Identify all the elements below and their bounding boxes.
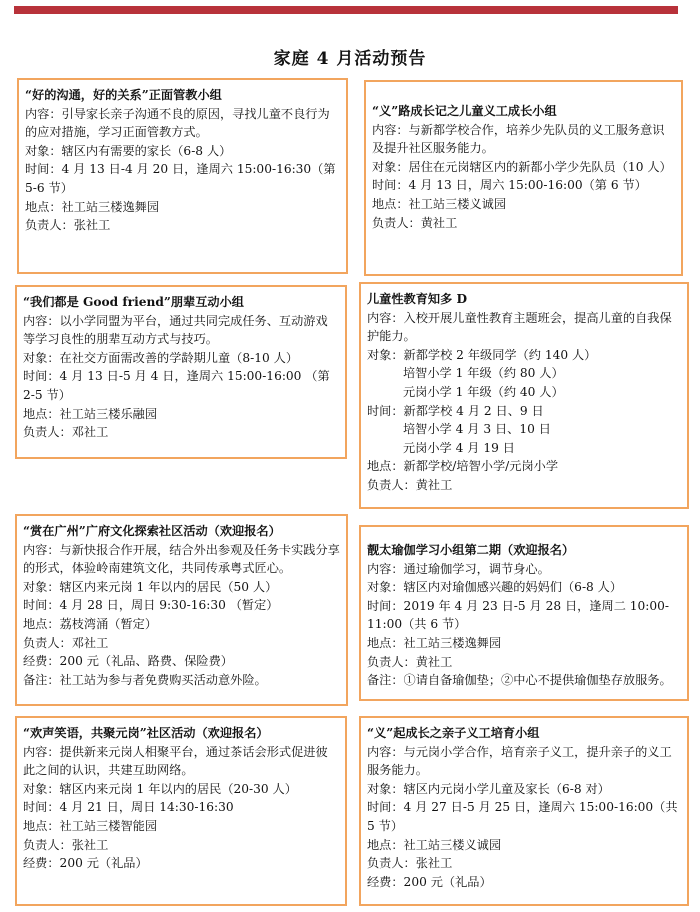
card-title: “好的沟通，好的关系”正面管教小组 <box>25 88 222 102</box>
card-line-content: 内容：提供新来元岗人相聚平台，通过茶话会形式促进彼此之间的认识，共建互助网络。 <box>23 744 328 778</box>
activity-card-peer-group <box>15 285 347 459</box>
card-line-budget: 经费：200 元（礼品） <box>367 874 492 889</box>
card-line-time: 时间：4 月 13 日，周六 15:00-16:00（第 6 节） <box>372 178 647 193</box>
card-line-target: 对象：居住在元岗辖区内的新都小学少先队员（10 人） <box>372 159 672 174</box>
card-line-location: 地点：社工站三楼义诚园 <box>372 196 507 211</box>
activity-card-parenting-group <box>17 78 348 274</box>
card-line-target-2: 培智小学 1 年级（约 80 人） <box>403 366 564 381</box>
card-line-location: 地点：社工站三楼义诚园 <box>367 837 502 852</box>
card-title: 儿童性教育知多 D <box>367 292 468 306</box>
card-line-owner: 负责人：黄社工 <box>367 477 453 492</box>
card-line-target: 对象：辖区内对瑜伽感兴趣的妈妈们（6-8 人） <box>367 580 623 595</box>
card-line-location: 地点：社工站三楼乐融园 <box>23 406 158 421</box>
card-line-time: 时间：4 月 13 日-4 月 20 日，逢周六 15:00-16:30（第 5-6 节） <box>25 162 336 195</box>
card-line-target: 对象：辖区内有需要的家长（6-8 人） <box>25 143 232 158</box>
card-line-content: 内容：与元岗小学合作，培育亲子义工，提升亲子的义工服务能力。 <box>367 744 672 778</box>
card-line-location: 地点：荔枝湾涌（暂定） <box>23 616 158 631</box>
card-line-time: 时间：4 月 21 日，周日 14:30-16:30 <box>23 800 234 815</box>
card-title: “义”路成长记之儿童义工成长小组 <box>372 104 557 118</box>
card-title: “赏在广州”广府文化探索社区活动（欢迎报名） <box>23 524 281 538</box>
card-line-content: 内容：入校开展儿童性教育主题班会，提高儿童的自我保护能力。 <box>367 310 672 344</box>
activity-card-child-volunteer-group <box>364 80 683 276</box>
card-line-budget: 经费：200 元（礼品、路费、保险费） <box>23 654 233 669</box>
card-line-owner: 负责人：邓社工 <box>23 635 109 650</box>
card-line-note: 备注：社工站为参与者免费购买活动意外险。 <box>23 672 267 687</box>
card-line-time-2: 培智小学 4 月 3 日、10 日 <box>403 422 551 437</box>
activity-card-parent-child-volunteer <box>359 716 689 906</box>
card-line-owner: 负责人：黄社工 <box>372 215 458 230</box>
card-line-owner: 负责人：张社工 <box>23 837 109 852</box>
card-line-content: 内容：通过瑜伽学习，调节身心。 <box>367 561 550 576</box>
card-line-content: 内容：与新快报合作开展，结合外出参观及任务卡实践分享的形式，体验岭南建筑文化，共同传承粤式匠心。 <box>23 542 340 576</box>
activity-card-newcomer-community <box>15 716 347 906</box>
card-title: “欢声笑语，共聚元岗”社区活动（欢迎报名） <box>23 726 269 740</box>
card-line-content: 内容：引导家长亲子沟通不良的原因，寻找儿童不良行为的应对措施，学习正面管教方式。 <box>25 106 330 140</box>
card-line-time-3: 元岗小学 4 月 19 日 <box>403 440 515 455</box>
card-line-target-3: 元岗小学 1 年级（约 40 人） <box>403 384 564 399</box>
card-line-target: 对象：辖区内元岗小学儿童及家长（6-8 对） <box>367 781 610 796</box>
card-line-time: 时间：2019 年 4 月 23 日-5 月 28 日，逢周二 10:00-11:00（共 6 节） <box>367 598 670 632</box>
card-spacer <box>367 533 681 541</box>
card-line-owner: 负责人：黄社工 <box>367 654 453 669</box>
card-line-owner: 负责人：张社工 <box>25 218 111 233</box>
card-title: 靓太瑜伽学习小组第二期（欢迎报名） <box>367 543 575 557</box>
activity-card-yoga-group <box>359 525 689 701</box>
card-line-note: 备注：①请自备瑜伽垫；②中心不提供瑜伽垫存放服务。 <box>367 673 672 688</box>
card-line-target: 对象：辖区内来元岗 1 年以内的居民（20-30 人） <box>23 781 297 796</box>
card-line-owner: 负责人：张社工 <box>367 856 453 871</box>
card-line-time: 时间：新都学校 4 月 2 日、9 日 <box>367 403 544 418</box>
card-line-target: 对象：在社交方面需改善的学龄期儿童（8-10 人） <box>23 350 299 365</box>
card-line-location: 地点：社工站三楼逸舞园 <box>25 199 160 214</box>
card-line-time: 时间：4 月 13 日-5 月 4 日，逢周六 15:00-16:00 （第 2-5 节） <box>23 369 330 402</box>
card-line-location: 地点：社工站三楼智能园 <box>23 818 158 833</box>
card-line-content: 内容：与新都学校合作，培养少先队员的义工服务意识及提升社区服务能力。 <box>372 122 665 156</box>
card-line-time: 时间：4 月 27 日-5 月 25 日，逢周六 15:00-16:00（共 5 节） <box>367 800 678 833</box>
card-title: “我们都是 Good friend”朋辈互动小组 <box>23 295 244 309</box>
card-title: “义”起成长之亲子义工培育小组 <box>367 726 540 740</box>
activity-card-sex-education <box>359 282 689 509</box>
page-title: 家庭 4 月活动预告 <box>273 49 427 69</box>
card-line-budget: 经费：200 元（礼品） <box>23 856 148 871</box>
card-line-target: 对象：新都学校 2 年级同学（约 140 人） <box>367 347 597 362</box>
card-line-location: 地点：新都学校/培智小学/元岗小学 <box>367 459 559 474</box>
card-line-time: 时间：4 月 28 日，周日 9:30-16:30 （暂定） <box>23 598 279 613</box>
activity-card-guangzhou-culture <box>15 514 348 706</box>
card-line-content: 内容：以小学同盟为平台，通过共同完成任务、互动游戏等学习良性的朋辈互动方式与技巧。 <box>23 313 328 347</box>
card-line-target: 对象：辖区内来元岗 1 年以内的居民（50 人） <box>23 579 278 594</box>
card-line-owner: 负责人：邓社工 <box>23 425 109 440</box>
card-spacer <box>372 88 675 102</box>
top-decorative-bar <box>14 6 678 14</box>
card-line-location: 地点：社工站三楼逸舞园 <box>367 635 502 650</box>
